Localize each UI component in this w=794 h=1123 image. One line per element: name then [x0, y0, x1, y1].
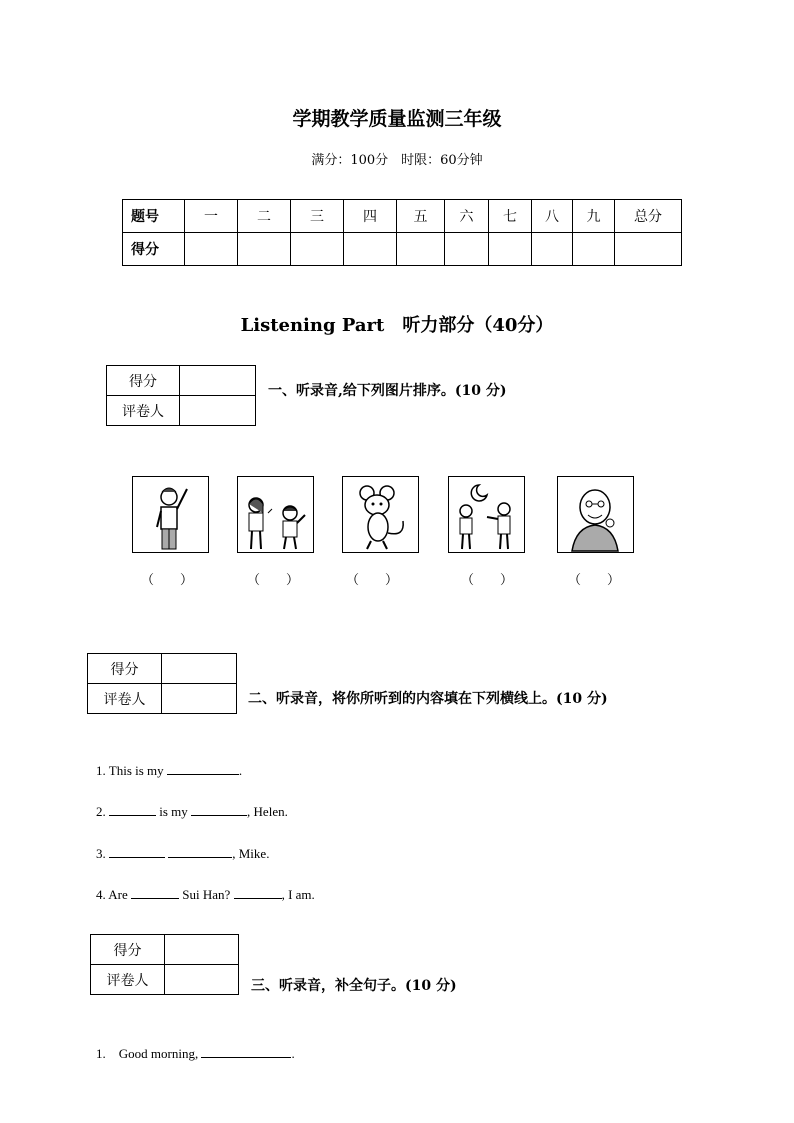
header-cell: 五 [397, 200, 445, 233]
fill-line-1 [96, 762, 242, 779]
header-cell: 总分 [615, 200, 682, 233]
score-cell[interactable] [397, 233, 445, 266]
answer-parenthesis[interactable]: （ ） [345, 573, 398, 588]
score-cell[interactable] [238, 233, 291, 266]
header-cell: 题号 [123, 200, 185, 233]
grader-score-cell[interactable] [180, 366, 256, 396]
header-cell: 四 [344, 200, 397, 233]
grader-name-label: 评卷人 [107, 396, 180, 426]
score-table [122, 199, 682, 266]
grader-table-q1 [106, 365, 256, 426]
answer-blank[interactable] [167, 762, 239, 775]
answer-blank[interactable] [201, 1045, 291, 1058]
answer-parenthesis[interactable]: （ ） [567, 573, 620, 588]
table-row [123, 200, 682, 233]
grader-score-label: 得分 [107, 366, 180, 396]
row-label: 得分 [123, 233, 185, 266]
line-text: is my [156, 804, 192, 819]
line-text: , I am. [281, 887, 315, 902]
header-cell: 一 [185, 200, 238, 233]
header-cell: 九 [573, 200, 615, 233]
grandpa-icon [557, 476, 634, 553]
score-cell[interactable] [445, 233, 489, 266]
listening-heading: Listening Part 听力部分（40分） [240, 315, 554, 336]
fill-line-2 [96, 803, 288, 820]
answer-blank[interactable] [109, 803, 156, 816]
answer-parenthesis[interactable]: （ ） [460, 573, 513, 588]
grader-name-label: 评卷人 [91, 965, 165, 995]
grader-name-label: 评卷人 [88, 684, 162, 714]
answer-blank[interactable] [131, 886, 179, 899]
answer-blank[interactable] [168, 845, 232, 858]
q3-title: 三、听录音，补全句子。(10 分) [251, 978, 457, 994]
line-text: 4. Are [96, 887, 132, 902]
header-cell: 二 [238, 200, 291, 233]
line-text: , Mike. [232, 846, 270, 861]
fill-line-3 [96, 845, 269, 862]
score-cell[interactable] [291, 233, 344, 266]
fill-line-4 [96, 886, 315, 903]
answer-blank[interactable] [109, 845, 165, 858]
score-cell[interactable] [615, 233, 682, 266]
grader-name-cell[interactable] [165, 965, 239, 995]
grader-score-cell[interactable] [162, 654, 237, 684]
header-cell: 六 [445, 200, 489, 233]
score-cell[interactable] [573, 233, 615, 266]
answer-blank[interactable] [234, 886, 282, 899]
line-text: , Helen. [247, 804, 288, 819]
header-cell: 三 [291, 200, 344, 233]
night-greeting-icon [448, 476, 525, 553]
line-text: . [238, 763, 243, 778]
score-cell[interactable] [532, 233, 573, 266]
answer-parenthesis[interactable]: （ ） [246, 573, 299, 588]
score-cell[interactable] [344, 233, 397, 266]
grader-score-label: 得分 [91, 935, 165, 965]
header-cell: 八 [532, 200, 573, 233]
score-cell[interactable] [185, 233, 238, 266]
grader-score-label: 得分 [88, 654, 162, 684]
q2-title: 二、听录音，将你所听到的内容填在下列横线上。(10 分) [248, 691, 608, 707]
page-title: 学期教学质量监测三年级 [292, 108, 502, 130]
answer-blank[interactable] [191, 803, 247, 816]
line-text: 2. [96, 804, 109, 819]
q1-title: 一、听录音,给下列图片排序。(10 分) [268, 383, 507, 399]
table-row [123, 233, 682, 266]
line-text: 1. Good morning, [96, 1046, 202, 1061]
boy-waving-icon [132, 476, 209, 553]
exam-info: 满分：100分 时限：60分钟 [311, 153, 483, 168]
answer-parenthesis[interactable]: （ ） [140, 573, 193, 588]
line-text: 1. This is my [96, 763, 167, 778]
line-text: Sui Han? [179, 887, 234, 902]
grader-score-cell[interactable] [165, 935, 239, 965]
grader-name-cell[interactable] [162, 684, 237, 714]
mouse-icon [342, 476, 419, 553]
grader-name-cell[interactable] [180, 396, 256, 426]
fill-line-5 [96, 1045, 295, 1062]
line-text: . [291, 1046, 295, 1061]
two-kids-greeting-icon [237, 476, 314, 553]
header-cell: 七 [489, 200, 532, 233]
score-cell[interactable] [489, 233, 532, 266]
grader-table-q2 [87, 653, 237, 714]
grader-table-q3 [90, 934, 239, 995]
line-text: 3. [96, 846, 109, 861]
